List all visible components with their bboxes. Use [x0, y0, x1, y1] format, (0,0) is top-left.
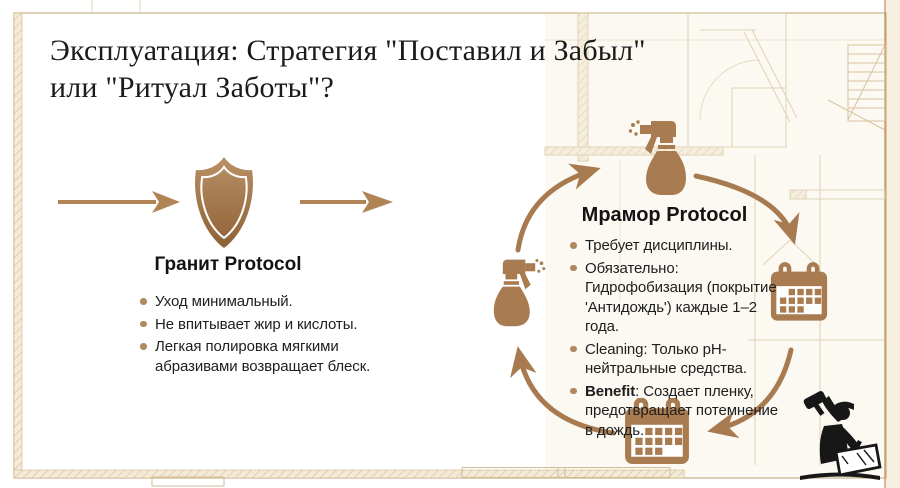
left-wall-hatch — [14, 13, 22, 478]
marble-bullet-list — [568, 236, 786, 443]
marble-protocol-heading: Мрамор Protocol — [581, 204, 748, 226]
list-item: Обязательно: Гидрофобизация (покрытие 'Антидождь') каждые 1–2 года. — [568, 259, 786, 337]
list-item: Benefit: Создает пленку, предотвращает потемнение в дождь. — [568, 382, 786, 441]
granite-flow-diagram — [48, 153, 400, 265]
page-title-line1: Эксплуатация: Стратегия "Поставил и Забыл" — [50, 34, 646, 67]
granite-protocol-heading: Гранит Protocol — [154, 254, 302, 275]
list-item: Требует дисциплины. — [568, 236, 786, 256]
list-item: Легкая полировка мягкими абразивами возвращает блеск. — [138, 337, 396, 376]
arrow-right-icon — [58, 191, 180, 213]
shield-icon — [195, 157, 253, 248]
list-item: Уход минимальный. — [138, 292, 396, 312]
stonemason-logo — [794, 390, 886, 484]
list-item: Cleaning: Только pH-нейтральные средства. — [568, 340, 786, 379]
spray-bottle-icon — [492, 256, 546, 328]
spray-bottle-icon — [628, 118, 688, 196]
arrow-right-icon — [300, 191, 393, 213]
page-title-line2: или "Ритуал Заботы"? — [50, 70, 334, 104]
granite-bullet-list — [138, 292, 396, 379]
page-title — [50, 33, 670, 106]
right-margin-strip — [886, 0, 900, 488]
list-item: Не впитывает жир и кислоты. — [138, 315, 396, 335]
